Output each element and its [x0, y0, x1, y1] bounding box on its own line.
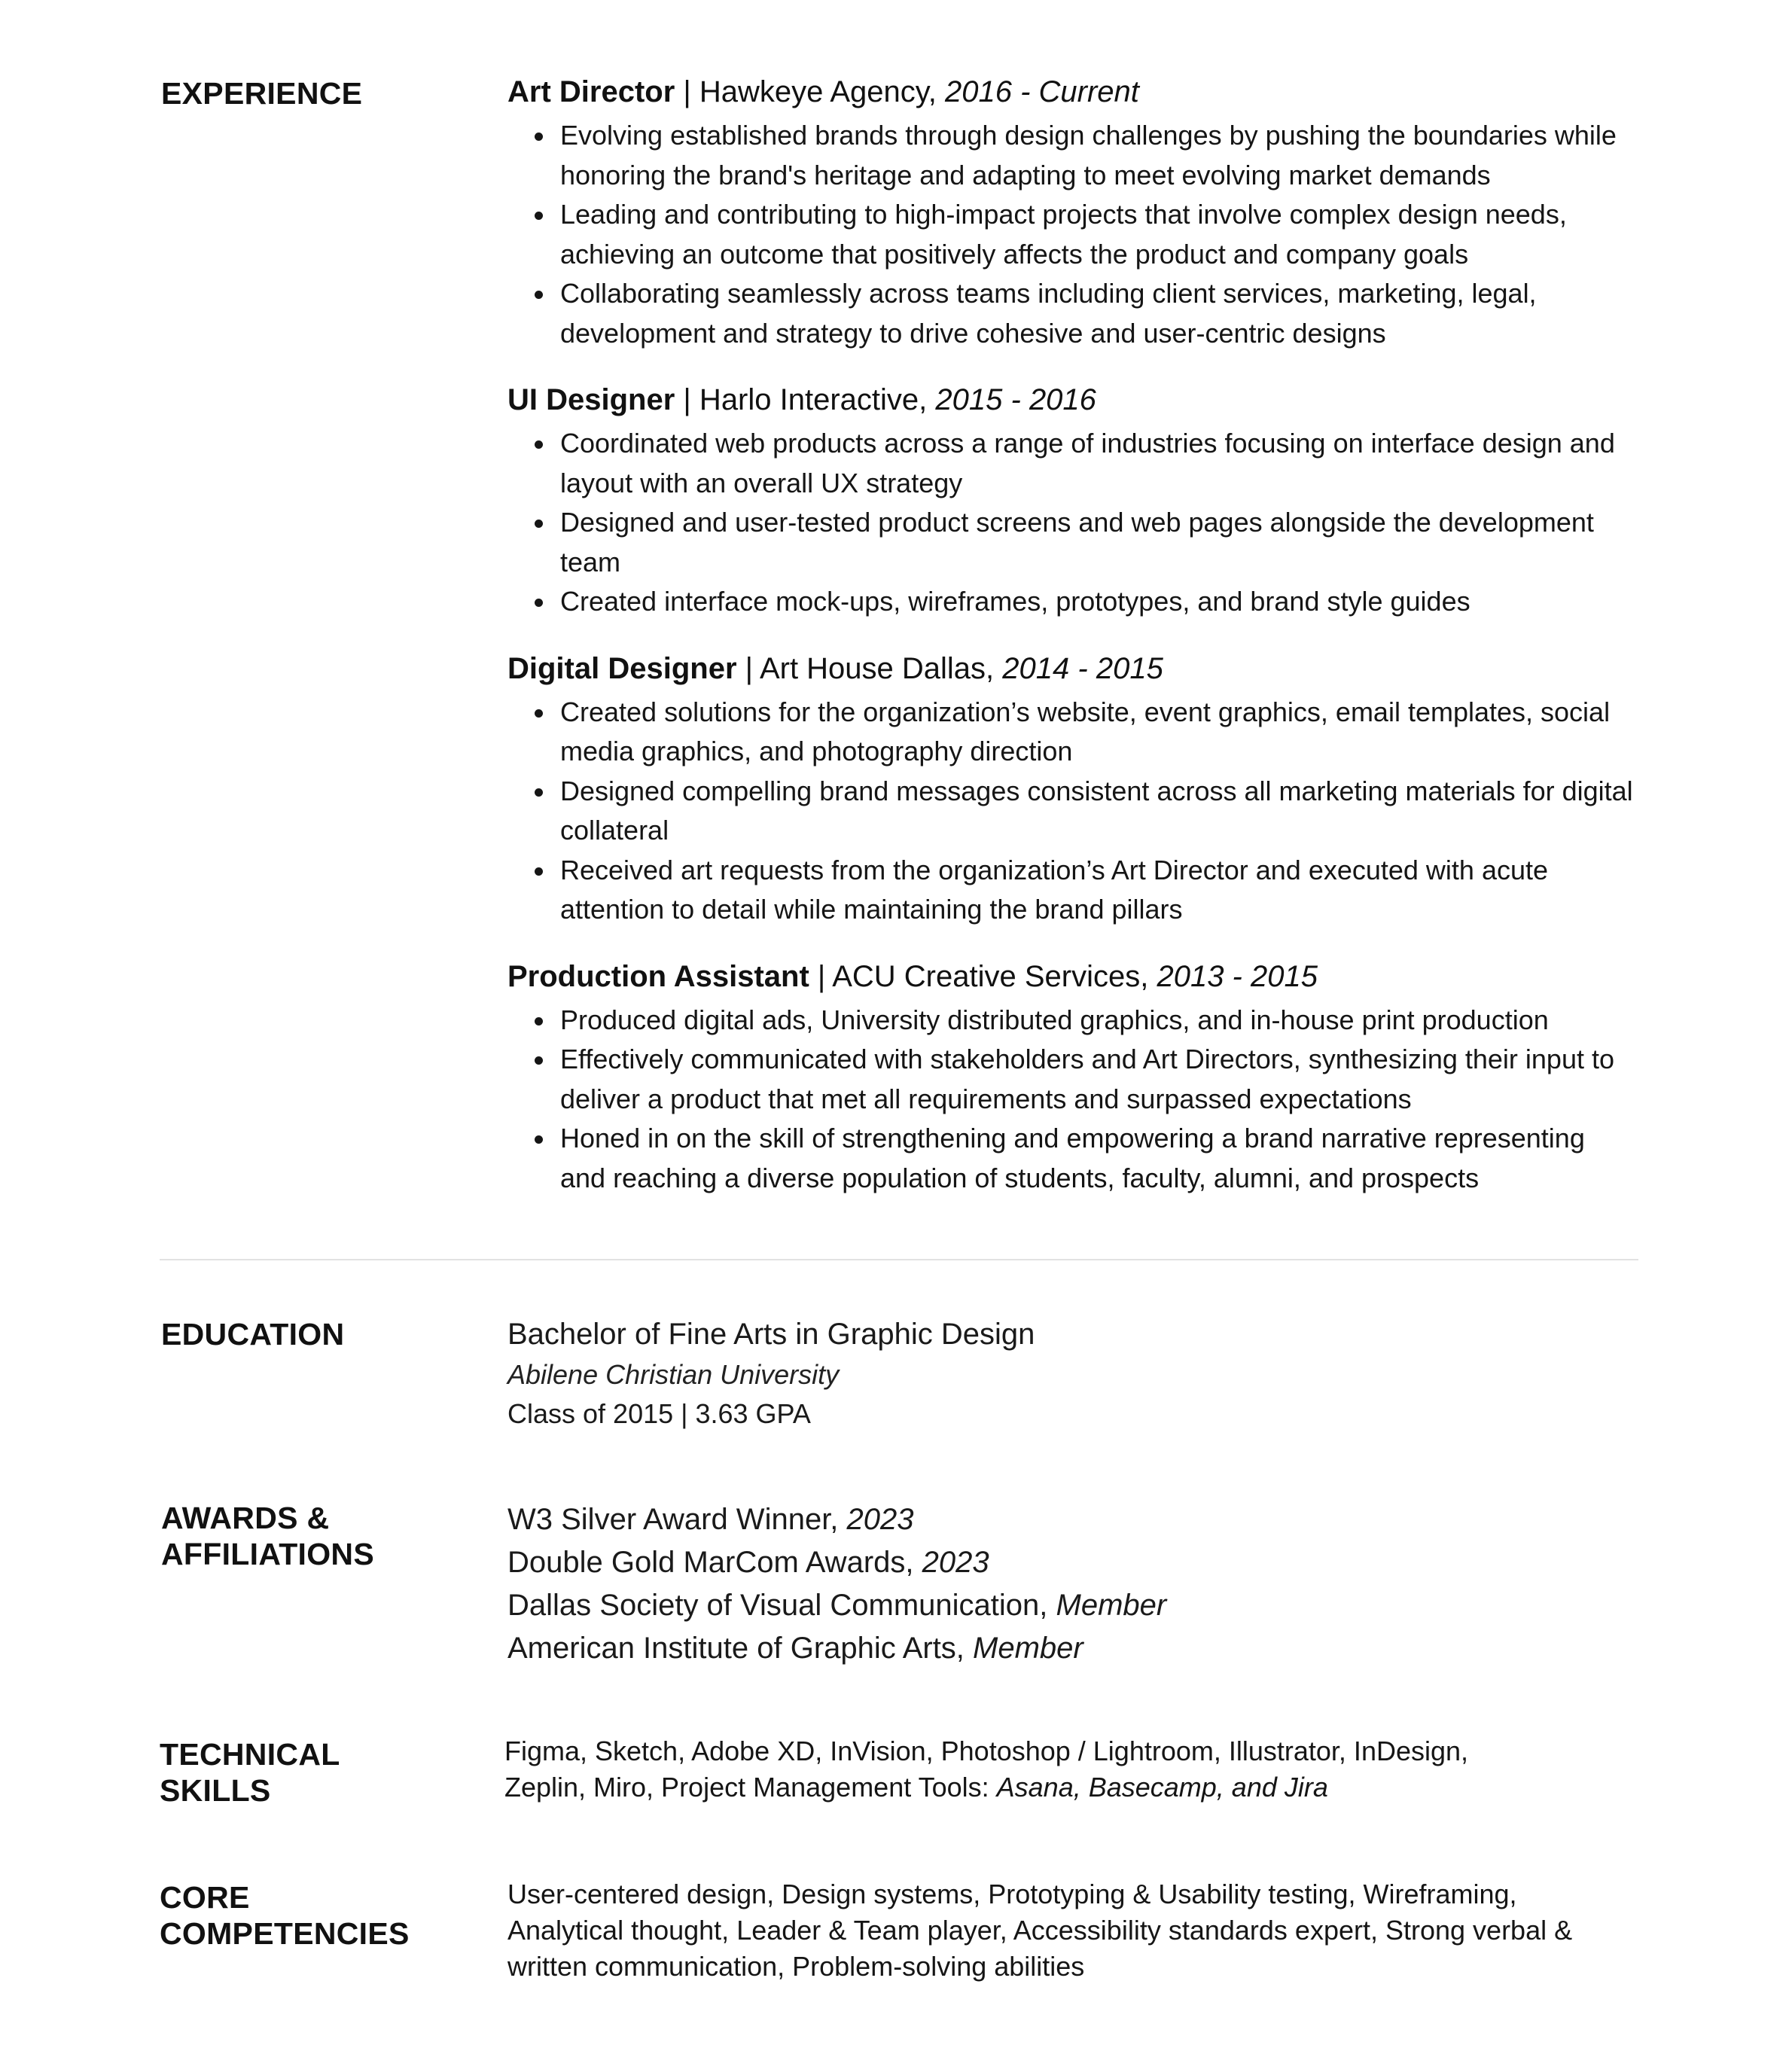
job-bullet [507, 851, 1637, 930]
job-header [507, 649, 1637, 688]
job-entry [507, 649, 1637, 930]
bullet-dot-icon [535, 1135, 543, 1144]
competencies-block [507, 1876, 1577, 1985]
job-organization: | Hawkeye Agency, [683, 75, 937, 108]
job-bullet [507, 424, 1637, 503]
awards-heading-line-1: AWARDS & [161, 1501, 330, 1535]
job-bullet-text: Collaborating seamlessly across teams including client services, marketing, legal, development and strategy to drive cohesive and user-centric designs [560, 278, 1537, 349]
bullet-dot-icon [535, 709, 543, 718]
bullet-dot-icon [535, 291, 543, 299]
bullet-dot-icon [535, 599, 543, 607]
job-title: UI Designer [507, 383, 675, 416]
awards-list [507, 1498, 1637, 1670]
skills-heading [160, 1736, 340, 1809]
job-bullet-text: Created solutions for the organization’s website, event graphics, email templates, social media graphics, and photography direction [560, 696, 1611, 766]
bullet-dot-icon [535, 440, 543, 449]
competencies-heading [160, 1879, 410, 1952]
job-bullet [507, 693, 1637, 772]
job-bullet [507, 1001, 1637, 1041]
awards-heading [161, 1500, 374, 1572]
competencies-text: User-centered design, Design systems, Prototyping & Usability testing, Wireframing, Analytical thought, Leader & Team player, Accessibility standards expert, Strong verbal & written communication, Problem-solving abilities [507, 1879, 1573, 1982]
job-bullet [507, 195, 1637, 274]
job-organization: | Harlo Interactive, [683, 383, 928, 416]
award-name: Dallas Society of Visual Communication, [507, 1589, 1048, 1622]
skills-line-1: Figma, Sketch, Adobe XD, InVision, Photoshop / Lightroom, Illustrator, InDesign, [504, 1736, 1469, 1766]
job-bullet-list [507, 693, 1637, 930]
job-bullet-list [507, 116, 1637, 353]
job-bullet-text: Designed and user-tested product screens and web pages alongside the development team [560, 507, 1594, 578]
job-title: Digital Designer [507, 651, 737, 685]
awards-heading-line-2: AFFILIATIONS [161, 1537, 374, 1571]
job-bullet-text: Produced digital ads, University distributed graphics, and in-house print production [560, 1004, 1549, 1035]
degree: Bachelor of Fine Arts in Graphic Design [507, 1318, 1035, 1351]
job-dates: 2013 - 2015 [1157, 959, 1318, 993]
job-bullet [507, 503, 1637, 582]
job-dates: 2014 - 2015 [1002, 651, 1163, 685]
job-bullet [507, 582, 1637, 622]
job-bullet [507, 1119, 1637, 1198]
award-item [507, 1627, 1637, 1670]
award-note: 2023 [846, 1503, 914, 1536]
job-bullet-text: Coordinated web products across a range of industries focusing on interface design and layout with an overall UX strategy [560, 428, 1615, 498]
award-note: Member [973, 1632, 1083, 1665]
job-entry [507, 380, 1637, 622]
award-note: 2023 [922, 1546, 989, 1579]
competencies-heading-line-2: COMPETENCIES [160, 1916, 410, 1951]
award-item [507, 1584, 1637, 1627]
job-entry [507, 72, 1637, 353]
bullet-dot-icon [535, 520, 543, 528]
job-bullet [507, 274, 1637, 353]
job-bullet [507, 1040, 1637, 1119]
bullet-dot-icon [535, 867, 543, 876]
bullet-dot-icon [535, 1017, 543, 1026]
education-heading: EDUCATION [161, 1317, 345, 1352]
skills-heading-line-1: TECHNICAL [160, 1737, 340, 1772]
job-organization: | ACU Creative Services, [817, 959, 1149, 993]
job-header [507, 72, 1637, 111]
job-entry [507, 957, 1637, 1199]
job-dates: 2016 - Current [945, 75, 1139, 108]
job-title: Art Director [507, 75, 675, 108]
skills-line-2-prefix: Zeplin, Miro, Project Management Tools: [504, 1772, 989, 1803]
skills-heading-line-2: SKILLS [160, 1773, 271, 1808]
job-bullet-text: Effectively communicated with stakeholders and Art Directors, synthesizing their input to deliver a product that met all requirements and surpassed expectations [560, 1044, 1614, 1114]
experience-heading: EXPERIENCE [161, 76, 363, 111]
skills-line-2 [504, 1769, 1634, 1806]
award-name: American Institute of Graphic Arts, [507, 1632, 965, 1665]
skills-tools: Asana, Basecamp, and Jira [996, 1772, 1328, 1803]
award-note: Member [1056, 1589, 1167, 1622]
competencies-heading-line-1: CORE [160, 1880, 250, 1915]
job-header [507, 380, 1637, 419]
bullet-dot-icon [535, 1056, 543, 1065]
job-bullet-text: Evolving established brands through design challenges by pushing the boundaries while honoring the brand's heritage and adapting to meet evolving market demands [560, 120, 1617, 190]
skills-block [504, 1733, 1634, 1806]
award-name: W3 Silver Award Winner, [507, 1503, 839, 1536]
job-bullet-text: Honed in on the skill of strengthening and empowering a brand narrative representing and reaching a diverse population of students, faculty, alumni, and prospects [560, 1123, 1585, 1193]
job-title: Production Assistant [507, 959, 809, 993]
bullet-dot-icon [535, 133, 543, 141]
experience-list [507, 72, 1637, 1225]
school-name: Abilene Christian University [507, 1359, 840, 1390]
bullet-dot-icon [535, 788, 543, 797]
award-item [507, 1498, 1637, 1541]
job-bullet [507, 116, 1637, 195]
job-bullet-text: Leading and contributing to high-impact projects that involve complex design needs, achieving an outcome that positively affects the product and company goals [560, 199, 1567, 270]
job-bullet-list [507, 1001, 1637, 1199]
job-bullet [507, 772, 1637, 851]
job-dates: 2015 - 2016 [935, 383, 1096, 416]
award-item [507, 1541, 1637, 1584]
job-bullet-text: Received art requests from the organization’s Art Director and executed with acute attention to detail while maintaining the brand pillars [560, 854, 1549, 925]
job-header [507, 957, 1637, 996]
job-bullet-text: Created interface mock-ups, wireframes, prototypes, and brand style guides [560, 586, 1470, 617]
job-bullet-text: Designed compelling brand messages consistent across all marketing materials for digital collateral [560, 775, 1633, 846]
job-bullet-list [507, 424, 1637, 622]
bullet-dot-icon [535, 212, 543, 220]
section-divider [160, 1259, 1638, 1260]
award-name: Double Gold MarCom Awards, [507, 1546, 914, 1579]
education-block [507, 1313, 1637, 1434]
education-details: Class of 2015 | 3.63 GPA [507, 1398, 811, 1429]
job-organization: | Art House Dallas, [745, 651, 995, 685]
